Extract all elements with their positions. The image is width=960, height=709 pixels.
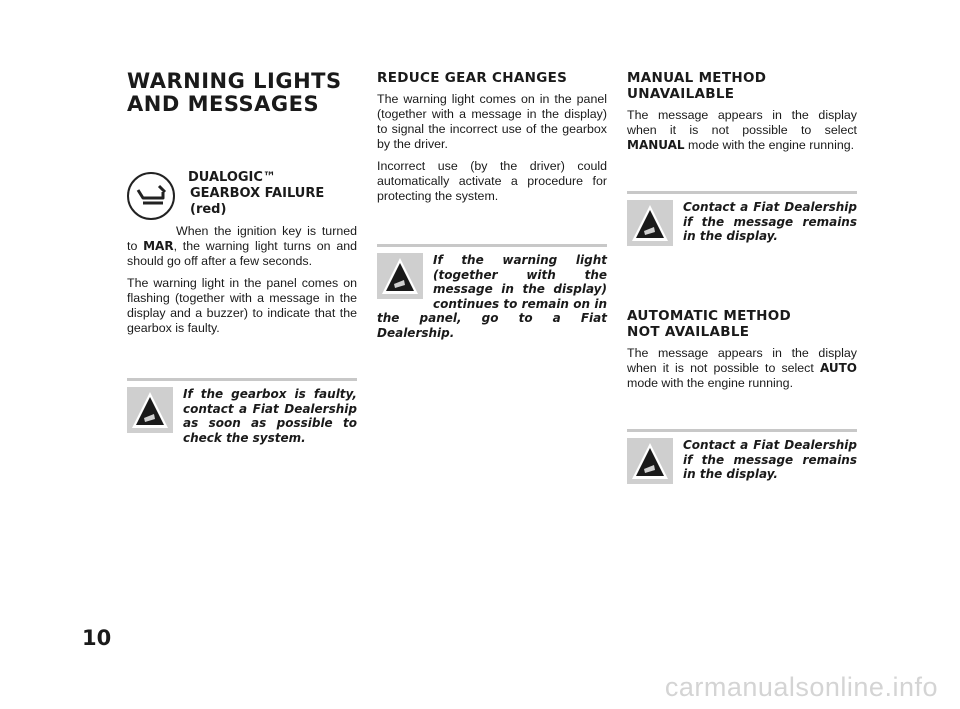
section-subtitle: REDUCE GEAR CHANGES [377,70,568,86]
column-2 [377,70,607,340]
warning-triangle-icon [377,253,423,299]
warning-triangle-icon [627,200,673,246]
paragraph: The warning light in the panel comes on flashing (together with a message in the display and a buzzer) to indicate that the gearbox is faulty. [127,276,357,335]
section-title: WARNING LIGHTS AND MESSAGES [127,69,342,116]
section-subtitle: AUTOMATIC METHOD NOT AVAILABLE [627,308,791,340]
column-3 [627,70,857,488]
warning-box [127,378,357,445]
paragraph: When the ignition key is turned to MAR, the warning light turns on and should go off after a few seconds. [127,224,357,268]
warning-box [627,429,857,488]
warning-box [377,244,607,340]
warning-text: If the gearbox is faulty, contact a Fiat Dealership as soon as possible to check the system. [183,387,357,445]
page-number: 10 [82,626,112,650]
warning-box [627,191,857,250]
warning-triangle-icon [627,438,673,484]
dualogic-title: DUALOGIC™ GEARBOX FAILURE (red) [188,170,325,217]
paragraph: The message appears in the display when it is not possible to select AUTO mode with the engine running. [627,346,857,390]
column-1 [127,70,357,445]
warning-triangle-icon [127,387,173,433]
paragraph: The warning light comes on in the panel (together with a message in the display) to signal the incorrect use of the gearbox by the driver. [377,92,607,151]
paragraph: Incorrect use (by the driver) could automatically activate a procedure for protecting the system. [377,159,607,203]
dualogic-block [127,170,357,220]
section-subtitle: MANUAL METHOD UNAVAILABLE [627,70,767,102]
warning-text: Contact a Fiat Dealership if the message remains in the display. [683,200,857,243]
warning-text: Contact a Fiat Dealership if the message remains in the display. [683,438,857,481]
watermark: carmanualsonline.info [664,672,938,702]
paragraph: The message appears in the display when it is not possible to select MANUAL mode with the engine running. [627,108,857,152]
warning-text: If the warning light (together with the message in the display) continues to remain on in the panel, go to a Fiat Dealership. [377,253,607,340]
gearbox-failure-icon [127,172,175,220]
